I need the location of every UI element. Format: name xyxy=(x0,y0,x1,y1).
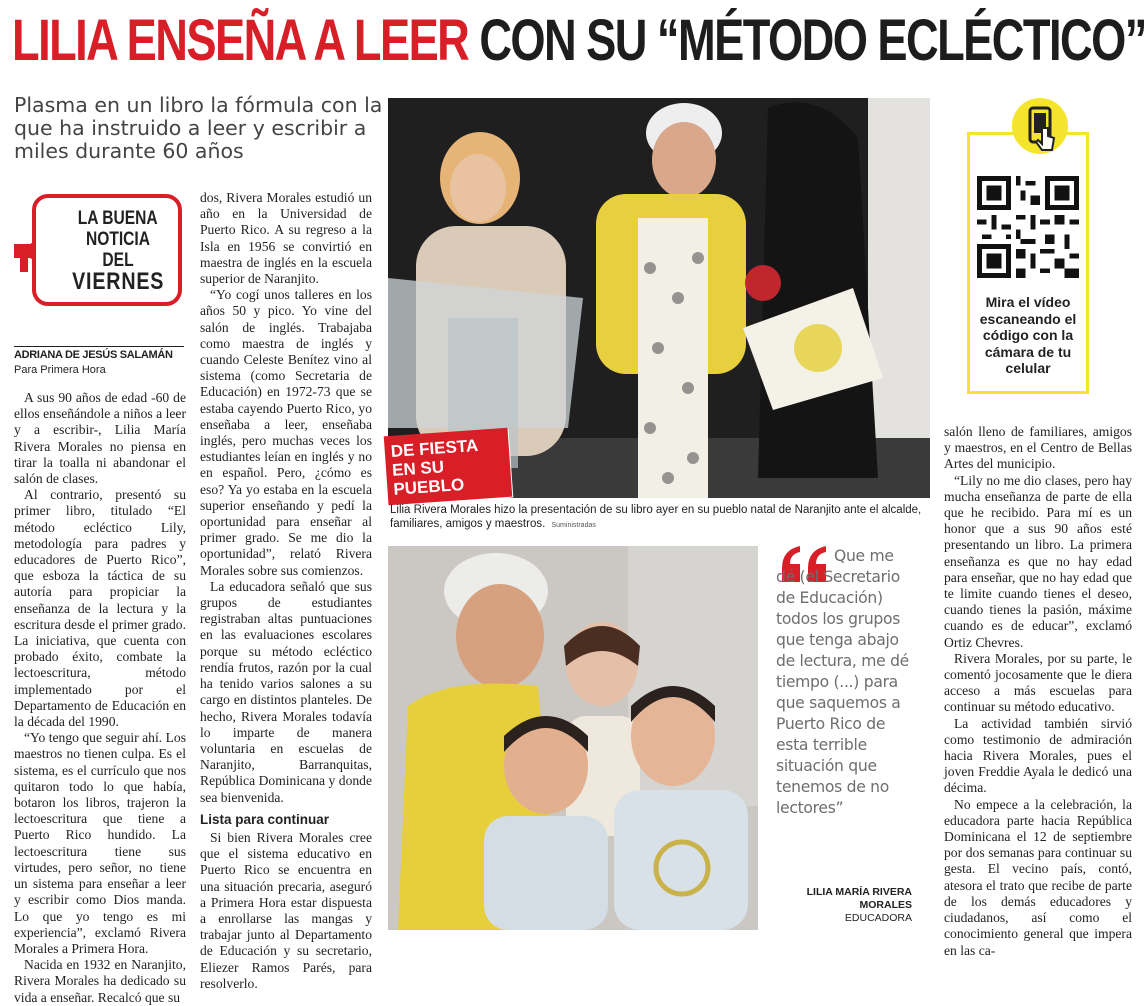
quote-attribution xyxy=(792,886,912,925)
paragraph: salón lleno de familiares, amigos y maestros, en el Centro de Bellas Artes del municipio. xyxy=(944,424,1132,472)
paragraph: “Yo tengo que seguir ahí. Los maestros no tienen culpa. Es el sistema, es el currículo que nos quitaron todo lo que había, botaron los libros, trajeron la lectoescritura que tiene a Puerto Rico hundido. La lectoescritura tiene sus virtudes, pero señor, no tiene un sistema para enseñar a leer y escribir como Dios manda. Lo que yo tengo es mi experiencia”, exclamó Rivera Morales a Primera Hora. xyxy=(14,730,186,956)
article-column-2 xyxy=(200,190,372,992)
qr-icon-circle xyxy=(1012,98,1068,154)
paragraph: “Yo cogí unos talleres en los años 50 y pico. Yo vine del salón de inglés. Trabajaba como maestra de inglés y cuando Celeste Benítez vino al sistema (como Secretaria de Educación) en 1972-73 que se estaba cayendo Puerto Rico, yo enseñaba a leer, enseñaba inglés, pero muchas veces los estudiantes leían en inglés y no en español. Pero, ¿cómo es eso? Ya yo estaba en la escuela superior enseñando y pedí la oportunidad para enseñar al primer grado. Se me dio la oportunidad”, relató Rivera Morales sobre sus comienzos. xyxy=(200,287,372,578)
author-outlet: Para Primera Hora xyxy=(14,364,106,376)
badge-box xyxy=(32,194,182,306)
paragraph: La educadora señaló que sus grupos de estudiantes registraban altas puntuaciones en las evaluaciones escolares porque su método ecléctico rendía frutos, razón por la cual ha tenido varios salones a su cargo en distintos planteles. De hecho, Rivera Morales todavía lo imparte de manera voluntaria en escuelas de Naranjito, Barranquitas, República Dominicana y donde sea bienvenida. xyxy=(200,578,372,805)
article-column-4 xyxy=(944,424,1132,959)
paragraph: A sus 90 años de edad -60 de ellos enseñándole a niños a leer y a escribir-, Lilia María Rivera Morales no piensa en tirar la toalla ni abandonar el salón de clases. xyxy=(14,390,186,487)
headline xyxy=(12,2,1146,80)
section-subhead: Lista para continuar xyxy=(200,811,330,827)
quote-author-name: LILIA MARÍA RIVERA MORALES xyxy=(806,886,912,911)
photo-credit: Suministradas xyxy=(551,522,596,529)
paragraph: Nacida en 1932 en Naranjito, Rivera Morales ha dedicado su vida a enseñar. Recalcó que su xyxy=(14,957,186,1005)
quote-author-role: EDUCADORA xyxy=(844,912,912,924)
byline xyxy=(14,346,184,376)
author-name: ADRIANA DE JESÚS SALAMÁN xyxy=(14,349,173,361)
paragraph: dos, Rivera Morales estudió un año en la Universidad de Puerto Rico. A su regreso a la Isla en 1956 se convirtió en maestra de inglés en la escuela superior de Naranjito. xyxy=(200,190,372,287)
pull-quote xyxy=(776,546,916,819)
paragraph: No empece a la celebración, la educadora parte hacia República Dominicana el 12 de septiembre por dos semanas para continuar su gesta. El vecino país, contó, atesora el trato que recibe de parte de los demás educadores y ciudadanos, así como el conocimiento general que impera en las ca- xyxy=(944,796,1132,958)
buena-noticia-badge xyxy=(10,188,185,316)
photo-caption xyxy=(390,503,935,533)
qr-code[interactable] xyxy=(977,175,1079,279)
family-photo xyxy=(388,546,758,930)
paragraph: Si bien Rivera Morales cree que el sistema educativo en Puerto Rico se encuentra en una situación precaria, aseguró a Primera Hora estar dispuesta a enrollarse las mangas y trabajar junto al Departamento de Educación y su secretario, Eliezer Ramos Parés, para resolverlo. xyxy=(200,829,372,991)
caption-text: Lilia Rivera Morales hizo la presentación de su libro ayer en su pueblo natal de Naranjito ante el alcalde, familiares, amigos y maestros. xyxy=(390,504,922,530)
headline-part-dark: CON SU “MÉTODO ECLÉCTICO” xyxy=(479,8,1146,73)
paragraph: Al contrario, presentó su primer libro, titulado “El método ecléctico Lily, metodología para padres y educadores de Puerto Rico”, que esboza la táctica de su autoría para propiciar la enseñanza de la lectura y la escritura desde el primer grado. La iniciativa, que cuenta con probado éxito, combate la lectoescritura, método implementado por el Departamento de Educación en la década del 1990. xyxy=(14,487,186,730)
photo-tag: DE FIESTA EN SU PUEBLO xyxy=(384,428,513,505)
paragraph: La actividad también sirvió como testimonio de admiración hacia Rivera Morales, pues el joven Freddie Ayala le dedicó una décima. xyxy=(944,715,1132,796)
badge-line3: VIERNES xyxy=(71,268,165,295)
qr-instructions: Mira el vídeo escaneando el código con la cámara de tu celular xyxy=(979,294,1077,376)
paragraph: Rivera Morales, por su parte, le comentó jocosamente que le diera acceso a más escuelas para continuar su método educativo. xyxy=(944,650,1132,715)
article-column-1 xyxy=(14,390,186,1006)
subheadline: Plasma en un libro la fórmula con la que ha instruido a leer y escribir a miles durante 60 años xyxy=(14,93,383,163)
family-photo-illustration xyxy=(388,546,758,930)
badge-line2: NOTICIA DEL xyxy=(85,229,151,271)
paragraph: “Lily no me dio clases, pero hay mucha enseñanza de parte de ella que he recibido. Para mí es un honor que a sus 90 años esté presentando un libro. La primera enseñanza es que no hay edad para enseñar, que no hay edad que te limite cuando tienes el deseo, cuando tienes la pasión, máxime cuando es de educar”, exclamó Ortiz Chevres. xyxy=(944,472,1132,650)
phone-tap-icon xyxy=(1012,98,1068,154)
badge-line1: LA BUENA xyxy=(78,208,158,229)
pull-quote-text: Que me dé (el Secretario de Educación) todos los grupos que tenga abajo de lectura, me dé tiempo (...) para que saquemos a Puerto Rico de esta terrible situación que tenemos de no lectores” xyxy=(776,547,909,817)
headline-part-red: LILIA ENSEÑA A LEER xyxy=(12,8,469,73)
